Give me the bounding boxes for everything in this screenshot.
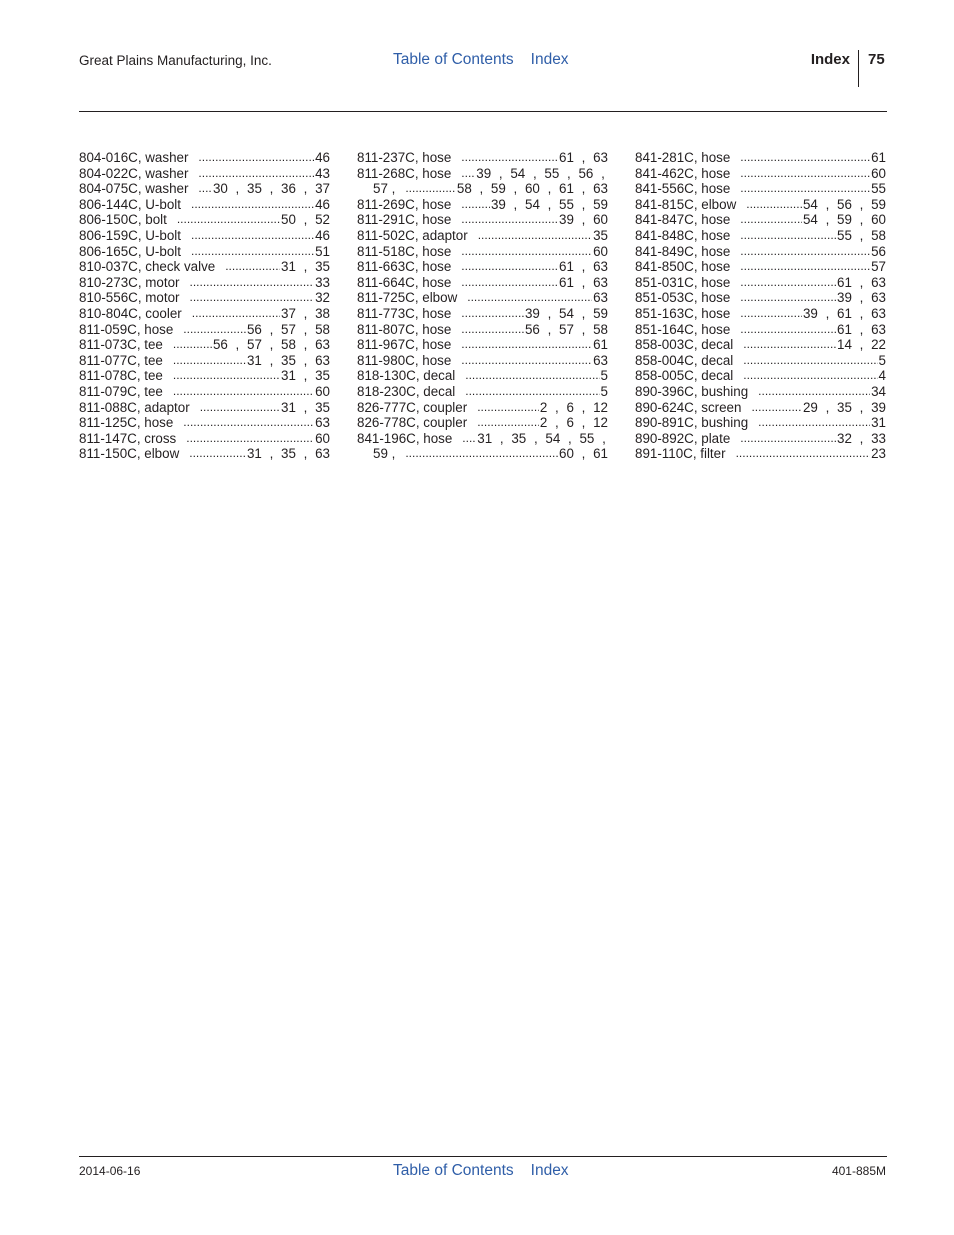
dot-leader (740, 244, 870, 260)
dot-leader (461, 166, 475, 182)
index-entry (79, 337, 330, 353)
dot-leader (198, 181, 212, 197)
index-entry-part: 811-291C, hose (357, 212, 452, 228)
index-entry-part: 858-003C, decal (635, 337, 734, 353)
index-entry-pages: 58 , 59 , 60 , 61 , 63 (456, 181, 608, 197)
index-entry-part: 811-967C, hose (357, 337, 452, 353)
dot-leader (465, 384, 599, 400)
index-entry-part: 811-807C, hose (357, 321, 452, 337)
index-entry-pages: 46 (315, 150, 330, 165)
index-entry (357, 353, 608, 369)
index-entry (357, 400, 608, 416)
index-entry (79, 368, 330, 384)
footer-index-link[interactable]: Index (530, 1162, 569, 1179)
dot-leader (461, 337, 592, 353)
index-entry-part: 841-462C, hose (635, 165, 731, 181)
dot-leader (461, 275, 558, 291)
index-entry-pages: 56 , 57 , 58 , 63 (212, 337, 330, 353)
dot-leader (461, 197, 490, 213)
index-entry-part: 810-804C, cooler (79, 305, 182, 321)
index-entry-pages: 39 , 61 , 63 (802, 305, 886, 321)
index-entry (635, 353, 886, 369)
dot-leader (198, 150, 314, 166)
index-entry-part: 818-130C, decal (357, 368, 456, 384)
index-entry-part: 804-075C, washer (79, 181, 189, 197)
dot-leader (183, 415, 314, 431)
dot-leader (405, 446, 558, 462)
dot-leader (192, 306, 280, 322)
dot-leader (743, 353, 877, 369)
index-entry-pages: 2 , 6 , 12 (539, 399, 608, 415)
index-entry-pages: 63 (315, 415, 330, 431)
dot-leader (467, 290, 592, 306)
index-entry-pages: 34 (871, 383, 886, 399)
index-entry-part: 57 , (373, 181, 396, 197)
dot-leader (746, 197, 802, 213)
index-entry-part: 811-773C, hose (357, 305, 452, 321)
index-entry (79, 275, 330, 291)
dot-leader (477, 400, 539, 416)
index-entry-part: 811-147C, cross (79, 430, 177, 446)
company-name: Great Plains Manufacturing, Inc. (79, 53, 272, 68)
index-entry-part: 841-849C, hose (635, 243, 731, 259)
dot-leader (478, 228, 592, 244)
dot-leader (173, 384, 314, 400)
dot-leader (191, 197, 314, 213)
index-entry-pages: 23 (871, 446, 886, 462)
index-entry-part: 841-815C, elbow (635, 196, 737, 212)
index-entry (79, 290, 330, 306)
index-entry-pages: 61 (871, 150, 886, 165)
footer-nav (393, 1162, 569, 1180)
index-entry (635, 400, 886, 416)
index-entry-part: 811-725C, elbow (357, 290, 458, 306)
dot-leader (200, 400, 280, 416)
index-entry-pages: 43 (315, 165, 330, 181)
index-entry-pages: 39 , 54 , 55 , 56 , (476, 165, 605, 181)
header-toc-link[interactable]: Table of Contents (393, 51, 514, 68)
index-entry (357, 368, 608, 384)
index-entry (79, 322, 330, 338)
dot-leader (740, 275, 836, 291)
index-entry (79, 181, 330, 197)
index-entry (79, 259, 330, 275)
index-entry (635, 212, 886, 228)
index-entry (635, 290, 886, 306)
index-entry (635, 415, 886, 431)
index-entry (79, 400, 330, 416)
index-entry-pages: 60 (871, 165, 886, 181)
dot-leader (191, 244, 314, 260)
page-number: 75 (868, 51, 885, 68)
index-entry-pages: 46 (315, 227, 330, 243)
footer-date: 2014-06-16 (79, 1164, 141, 1178)
index-entry (357, 431, 608, 447)
index-entry (79, 446, 330, 462)
index-column-2 (357, 150, 608, 462)
index-entry-pages: 51 (315, 243, 330, 259)
index-entry (635, 197, 886, 213)
index-entry-part: 811-980C, hose (357, 352, 452, 368)
index-entry (357, 150, 608, 166)
index-entry-part: 806-144C, U-bolt (79, 196, 181, 212)
index-entry-pages: 5 (600, 383, 608, 399)
index-entry-pages: 55 (871, 181, 886, 197)
dot-leader (462, 431, 476, 447)
dot-leader (461, 244, 592, 260)
index-entry (635, 446, 886, 462)
index-entry-pages: 5 (600, 368, 608, 384)
index-entry-part: 811-518C, hose (357, 243, 452, 259)
index-entry-part: 841-850C, hose (635, 259, 731, 275)
index-entry-pages: 31 , 35 , 54 , 55 , (477, 430, 606, 446)
index-entry-part: 891-110C, filter (635, 446, 726, 462)
dot-leader (225, 259, 280, 275)
index-entry-part: 826-778C, coupler (357, 415, 468, 431)
index-entry-part: 841-848C, hose (635, 227, 731, 243)
dot-leader (183, 322, 246, 338)
index-entry-part: 851-053C, hose (635, 290, 731, 306)
index-entry-pages: 60 (593, 243, 608, 259)
dot-leader (743, 337, 836, 353)
index-entry-part: 811-663C, hose (357, 259, 452, 275)
dot-leader (198, 166, 314, 182)
index-entry-pages: 61 , 63 (559, 259, 608, 275)
index-entry-pages: 31 , 35 (281, 368, 330, 384)
header-rule (79, 111, 887, 112)
index-entry-part: 811-088C, adaptor (79, 399, 190, 415)
index-entry-pages: 54 , 56 , 59 (802, 196, 886, 212)
index-entry (357, 275, 608, 291)
index-entry-part: 811-079C, tee (79, 383, 163, 399)
dot-leader (736, 446, 871, 462)
index-entry-part: 811-125C, hose (79, 415, 174, 431)
dot-leader (189, 290, 314, 306)
dot-leader (477, 415, 539, 431)
index-entry-pages: 61 , 63 (837, 274, 886, 290)
index-entry-part: 811-059C, hose (79, 321, 174, 337)
section-title: Index (810, 51, 850, 68)
footer-toc-link[interactable]: Table of Contents (393, 1162, 514, 1179)
dot-leader (743, 368, 877, 384)
index-entry-pages: 5 (878, 352, 886, 368)
index-entry (635, 431, 886, 447)
dot-leader (740, 259, 870, 275)
index-entry-pages: 60 , 61 (559, 446, 608, 462)
dot-leader (461, 212, 558, 228)
dot-leader (461, 150, 558, 166)
index-entry-pages: 60 (315, 383, 330, 399)
index-entry-pages: 35 (593, 227, 608, 243)
index-entry-part: 806-159C, U-bolt (79, 227, 181, 243)
index-entry-part: 59 , (373, 446, 396, 462)
index-entry-part: 826-777C, coupler (357, 399, 468, 415)
doc-number: 401-885M (831, 1164, 886, 1178)
index-entry (635, 181, 886, 197)
index-entry-part: 858-004C, decal (635, 352, 734, 368)
index-entry (357, 337, 608, 353)
dot-leader (740, 212, 802, 228)
dot-leader (461, 353, 592, 369)
index-entry (635, 322, 886, 338)
index-entry-part: 811-077C, tee (79, 352, 163, 368)
index-entry-part: 841-196C, hose (357, 430, 453, 446)
index-entry-part: 810-556C, motor (79, 290, 180, 306)
index-entry (635, 244, 886, 260)
index-entry-part: 811-237C, hose (357, 150, 452, 165)
index-entry-part: 811-664C, hose (357, 274, 452, 290)
index-entry-pages: 39 , 60 (559, 212, 608, 228)
index-entry-part: 841-556C, hose (635, 181, 731, 197)
index-entry-part: 804-022C, washer (79, 165, 189, 181)
index-entry (635, 150, 886, 166)
index-entry (357, 322, 608, 338)
index-entry-part: 890-892C, plate (635, 430, 731, 446)
index-entry (357, 197, 608, 213)
dot-leader (740, 431, 836, 447)
index-column-3 (635, 150, 886, 462)
footer-rule (79, 1156, 887, 1157)
index-entry-pages: 29 , 35 , 39 (802, 399, 886, 415)
index-entry (635, 275, 886, 291)
dot-leader (405, 181, 456, 197)
index-entry (79, 212, 330, 228)
dot-leader (740, 181, 870, 197)
index-entry (635, 259, 886, 275)
index-entry-part: 890-396C, bushing (635, 383, 749, 399)
header-index-link[interactable]: Index (530, 51, 569, 68)
index-entry-part: 890-891C, bushing (635, 415, 749, 431)
index-entry (79, 306, 330, 322)
dot-leader (751, 400, 802, 416)
index-entry (357, 384, 608, 400)
index-entry-pages: 56 , 57 , 58 (246, 321, 330, 337)
index-entry-pages: 32 (315, 290, 330, 306)
index-entry-pages: 56 (871, 243, 886, 259)
index-entry-part: 811-502C, adaptor (357, 227, 468, 243)
dot-leader (465, 368, 599, 384)
index-entry-part: 811-078C, tee (79, 368, 163, 384)
index-entry-pages: 39 , 54 , 59 (524, 305, 608, 321)
index-entry-part: 806-150C, bolt (79, 212, 167, 228)
index-entry (635, 337, 886, 353)
index-entry (635, 306, 886, 322)
index-entry-part: 810-037C, check valve (79, 259, 216, 275)
index-entry (79, 353, 330, 369)
index-entry-pages: 57 (871, 259, 886, 275)
index-entry-pages: 61 , 63 (559, 274, 608, 290)
dot-leader (177, 212, 280, 228)
index-entry-pages: 63 (593, 352, 608, 368)
index-entry-pages: 37 , 38 (281, 305, 330, 321)
index-entry (79, 228, 330, 244)
dot-leader (173, 353, 246, 369)
index-entry-part: 811-269C, hose (357, 196, 452, 212)
dot-leader (189, 446, 246, 462)
index-entry-pages: 60 (315, 430, 330, 446)
dot-leader (461, 259, 558, 275)
dot-leader (189, 275, 314, 291)
index-entry-pages: 46 (315, 196, 330, 212)
index-entry (79, 244, 330, 260)
index-entry-continuation (357, 446, 608, 462)
header-divider (858, 50, 859, 87)
index-entry-part: 806-165C, U-bolt (79, 243, 181, 259)
dot-leader (740, 150, 870, 166)
index-entry-part: 851-031C, hose (635, 274, 731, 290)
header-nav (393, 51, 569, 69)
dot-leader (740, 166, 870, 182)
index-entry-part: 811-150C, elbow (79, 446, 180, 462)
index-entry-part: 851-164C, hose (635, 321, 731, 337)
index-entry-continuation (357, 181, 608, 197)
index-entry-pages: 33 (315, 274, 330, 290)
index-entry-pages: 63 (593, 290, 608, 306)
index-entry-pages: 31 , 35 , 63 (246, 446, 330, 462)
index-entry-pages: 39 , 54 , 55 , 59 (490, 196, 608, 212)
index-entry-pages: 31 (871, 415, 886, 431)
dot-leader (740, 306, 802, 322)
index-entry (79, 431, 330, 447)
index-entry-part: 818-230C, decal (357, 383, 456, 399)
index-entry-pages: 39 , 63 (837, 290, 886, 306)
index-entry (357, 259, 608, 275)
index-entry-pages: 55 , 58 (837, 227, 886, 243)
dot-leader (740, 322, 836, 338)
index-entry-part: 858-005C, decal (635, 368, 734, 384)
dot-leader (191, 228, 314, 244)
index-entry-pages: 31 , 35 (281, 259, 330, 275)
dot-leader (740, 290, 836, 306)
index-entry (79, 166, 330, 182)
index-entry (357, 244, 608, 260)
dot-leader (758, 384, 870, 400)
index-entry (357, 415, 608, 431)
index-entry-pages: 14 , 22 (837, 337, 886, 353)
dot-leader (173, 368, 280, 384)
index-entry (635, 166, 886, 182)
index-entry (635, 384, 886, 400)
index-entry (357, 166, 608, 182)
dot-leader (461, 306, 524, 322)
dot-leader (186, 431, 314, 447)
index-entry (79, 197, 330, 213)
index-entry-part: 841-281C, hose (635, 150, 731, 165)
index-entry-part: 851-163C, hose (635, 305, 731, 321)
index-entry-part: 804-016C, washer (79, 150, 189, 165)
index-entry-part: 811-268C, hose (357, 165, 452, 181)
index-column-1 (79, 150, 330, 462)
index-entry (357, 290, 608, 306)
index-entry (79, 150, 330, 166)
index-entry-pages: 31 , 35 , 63 (246, 352, 330, 368)
index-entry (357, 212, 608, 228)
dot-leader (173, 337, 212, 353)
index-entry-pages: 61 , 63 (559, 150, 608, 165)
index-entry-pages: 56 , 57 , 58 (524, 321, 608, 337)
index-entry (79, 415, 330, 431)
index-entry-pages: 2 , 6 , 12 (539, 415, 608, 431)
index-entry-part: 841-847C, hose (635, 212, 731, 228)
index-entry (357, 228, 608, 244)
index-entry-pages: 31 , 35 (281, 399, 330, 415)
dot-leader (461, 322, 524, 338)
index-entry (635, 228, 886, 244)
index-entry-pages: 4 (878, 368, 886, 384)
index-entry-part: 890-624C, screen (635, 399, 742, 415)
dot-leader (758, 415, 870, 431)
index-entry-part: 811-073C, tee (79, 337, 163, 353)
index-entry (79, 384, 330, 400)
index-entry-pages: 30 , 35 , 36 , 37 (212, 181, 330, 197)
index-entry-part: 810-273C, motor (79, 274, 180, 290)
index-entry-pages: 54 , 59 , 60 (802, 212, 886, 228)
index-entry-pages: 50 , 52 (281, 212, 330, 228)
index-entry (635, 368, 886, 384)
index-entry (357, 306, 608, 322)
index-entry-pages: 61 , 63 (837, 321, 886, 337)
index-entry-pages: 61 (593, 337, 608, 353)
dot-leader (740, 228, 836, 244)
index-entry-pages: 32 , 33 (837, 430, 886, 446)
